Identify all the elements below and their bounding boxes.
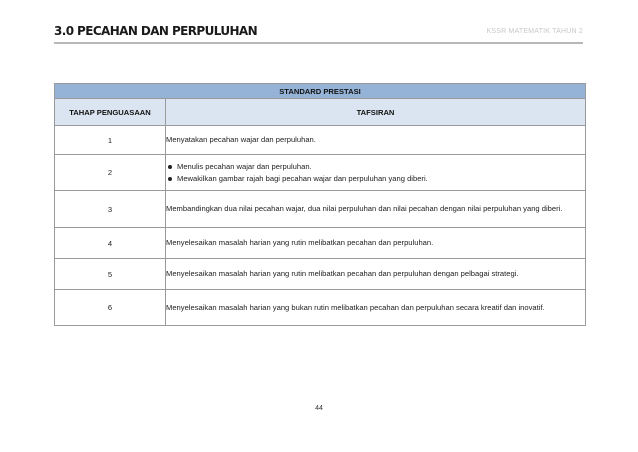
table-row bbox=[55, 228, 586, 259]
column-header-level: TAHAP PENGUASAAN bbox=[55, 99, 166, 126]
table-row bbox=[55, 155, 586, 191]
table-row bbox=[55, 191, 586, 228]
level-cell: 5 bbox=[55, 259, 166, 290]
level-cell: 3 bbox=[55, 191, 166, 228]
table-row bbox=[55, 290, 586, 326]
table-row bbox=[55, 259, 586, 290]
list-item-text: Menulis pecahan wajar dan perpuluhan. bbox=[177, 161, 312, 171]
description-cell: Membandingkan dua nilai pecahan wajar, dua nilai perpuluhan dan nilai pecahan dengan nilai perpuluhan yang diberi. bbox=[166, 191, 586, 228]
column-header-interpretation: TAFSIRAN bbox=[166, 99, 586, 126]
level-cell: 1 bbox=[55, 126, 166, 155]
performance-standard-table bbox=[54, 83, 586, 326]
description-cell: Menyelesaikan masalah harian yang rutin melibatkan pecahan dan perpuluhan dengan pelbagai strategi. bbox=[166, 259, 586, 290]
description-cell: Menyelesaikan masalah harian yang rutin melibatkan pecahan dan perpuluhan. bbox=[166, 228, 586, 259]
level-cell: 6 bbox=[55, 290, 166, 326]
table-title: STANDARD PRESTASI bbox=[55, 84, 586, 99]
document-subtitle: KSSR MATEMATIK TAHUN 2 bbox=[486, 28, 583, 35]
level-cell: 4 bbox=[55, 228, 166, 259]
bullet-icon bbox=[168, 177, 172, 181]
description-cell: Menyatakan pecahan wajar dan perpuluhan. bbox=[166, 126, 586, 155]
bullet-list bbox=[166, 161, 585, 185]
page-number: 44 bbox=[315, 405, 323, 412]
level-cell: 2 bbox=[55, 155, 166, 191]
list-item-text: Mewakilkan gambar rajah bagi pecahan wajar dan perpuluhan yang diberi. bbox=[177, 173, 428, 183]
description-cell bbox=[166, 155, 586, 191]
list-item bbox=[166, 161, 585, 173]
header-divider bbox=[54, 42, 583, 44]
table-row bbox=[55, 126, 586, 155]
description-cell: Menyelesaikan masalah harian yang bukan rutin melibatkan pecahan dan perpuluhan secara kreatif dan inovatif. bbox=[166, 290, 586, 326]
page-title: 3.0 PECAHAN DAN PERPULUHAN bbox=[54, 24, 258, 38]
bullet-icon bbox=[168, 165, 172, 169]
list-item bbox=[166, 173, 585, 185]
